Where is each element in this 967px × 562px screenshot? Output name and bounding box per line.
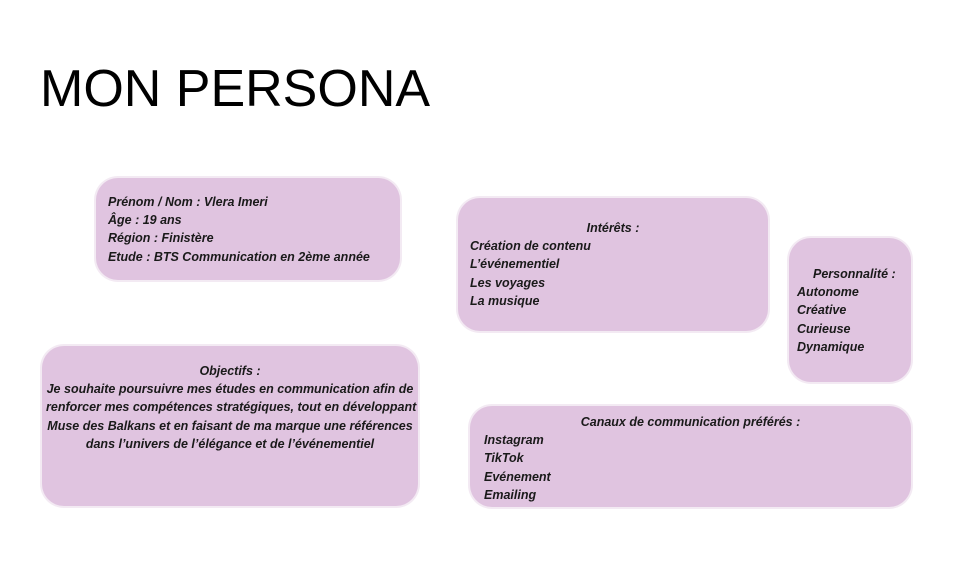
personality-card (789, 238, 911, 382)
personality-item: Curieuse (797, 321, 851, 336)
identity-age: Âge : 19 ans (108, 213, 182, 228)
personality-item: Dynamique (797, 339, 865, 354)
personality-item: Créative (797, 303, 847, 318)
interest-item: Les voyages (470, 275, 546, 290)
personality-item: Autonome (797, 285, 859, 300)
interests-heading: Intérêts : (586, 221, 640, 235)
channel-item: Instagram (484, 433, 544, 448)
channels-card (470, 406, 911, 507)
identity-card (96, 178, 400, 280)
objectives-heading: Objectifs : (199, 364, 261, 378)
interests-card (458, 198, 768, 331)
objectives-card (42, 346, 418, 506)
personality-heading: Personnalité : (813, 267, 896, 281)
interest-item: L’événementiel (470, 257, 560, 272)
channel-item: TikTok (484, 451, 524, 466)
identity-region: Région : Finistère (108, 231, 214, 246)
channels-heading: Canaux de communication préférés : (580, 415, 801, 429)
identity-name: Prénom / Nom : Vlera Imeri (108, 195, 268, 209)
page-title: MON PERSONA (40, 60, 431, 118)
interest-item: Création de contenu (470, 239, 591, 254)
objectives-line: dans l’univers de l’élégance et de l’événementiel (85, 436, 375, 451)
interest-item: La musique (470, 293, 540, 308)
identity-study: Etude : BTS Communication en 2ème année (108, 249, 370, 264)
objectives-line: Muse des Balkans et en faisant de ma marque une références (47, 418, 413, 433)
channel-item: Evénement (484, 469, 551, 484)
channel-item: Emailing (484, 487, 537, 502)
objectives-line: renforcer mes compétences stratégiques, tout en développant (46, 400, 417, 415)
objectives-line: Je souhaite poursuivre mes études en communication afin de (46, 382, 414, 397)
